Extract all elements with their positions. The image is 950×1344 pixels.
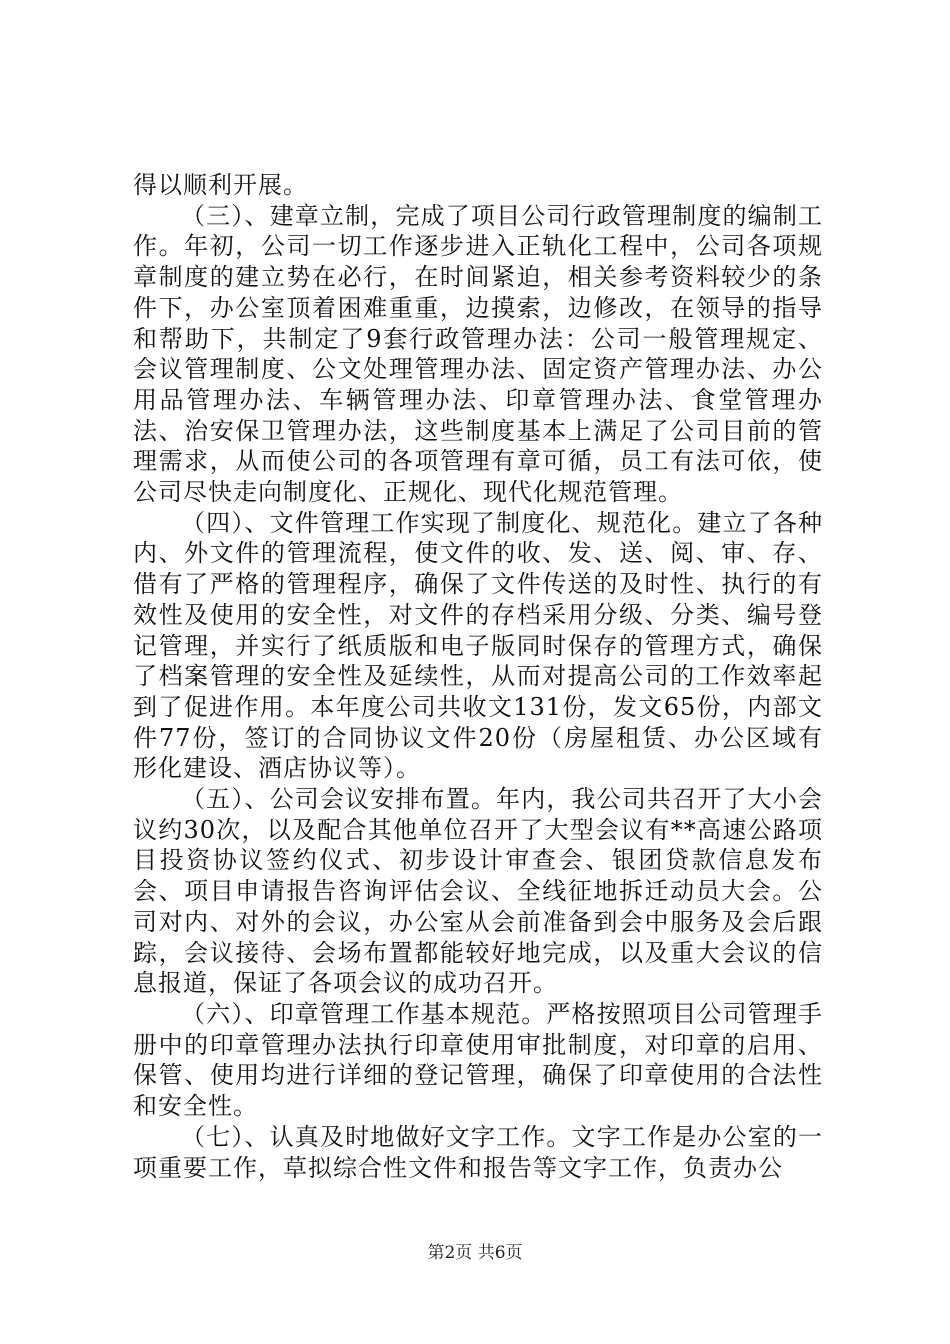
page-footer bbox=[0, 1243, 950, 1263]
paragraph-continuation: 得以顺利开展。 bbox=[133, 171, 308, 199]
paragraph-section-4: （四）、文件管理工作实现了制度化、规范化。建立了各种内、外文件的管理流程，使文件的收、发、送、阅、审、存、借有了严格的管理程序，确保了文件传送的及时性、执行的有效性及使用的安全性，对文件的存档采用分级、分类、编号登记管理，并实行了纸质版和电子版同时保存的管理方式，确保了档案管理的安全性及延续性，从而对提高公司的工作效率起到了促进作用。本年度公司共收文131份，发文65份，内部文件77份，签订的合同协议文件20份（房屋租赁、办公区域有形化建设、酒店协议等）。 bbox=[133, 508, 823, 783]
paragraph-section-5: （五）、公司会议安排布置。年内，我公司共召开了大小会议约30次，以及配合其他单位召开了大型会议有**高速公路项目投资协议签约仪式、初步设计审查会、银团贷款信息发布会、项目申请报告咨询评估会议、全线征地拆迁动员大会。公司对内、对外的会议，办公室从会前准备到会中服务及会后跟踪，会议接待、会场布置都能较好地完成，以及重大会议的信息报道，保证了各项会议的成功召开。 bbox=[133, 785, 823, 998]
page-number: 第2页 共6页 bbox=[427, 1243, 523, 1263]
document-body bbox=[133, 170, 823, 1183]
paragraph-section-7: （七）、认真及时地做好文字工作。文字工作是办公室的一项重要工作，草拟综合性文件和报告等文字工作，负责办公 bbox=[133, 1122, 823, 1182]
paragraph-section-6: （六）、印章管理工作基本规范。严格按照项目公司管理手册中的印章管理办法执行印章使用审批制度，对印章的启用、保管、使用均进行详细的登记管理，确保了印章使用的合法性和安全性。 bbox=[133, 999, 823, 1121]
paragraph-section-3: （三）、建章立制，完成了项目公司行政管理制度的编制工作。年初，公司一切工作逐步进入正轨化工程中，公司各项规章制度的建立势在必行，在时间紧迫，相关参考资料较少的条件下，办公室顶着困难重重，边摸索，边修改，在领导的指导和帮助下，共制定了9套行政管理办法：公司一般管理规定、会议管理制度、公文处理管理办法、固定资产管理办法、办公用品管理办法、车辆管理办法、印章管理办法、食堂管理办法、治安保卫管理办法，这些制度基本上满足了公司目前的管理需求，从而使公司的各项管理有章可循，员工有法可依，使公司尽快走向制度化、正规化、现代化规范管理。 bbox=[133, 201, 823, 507]
